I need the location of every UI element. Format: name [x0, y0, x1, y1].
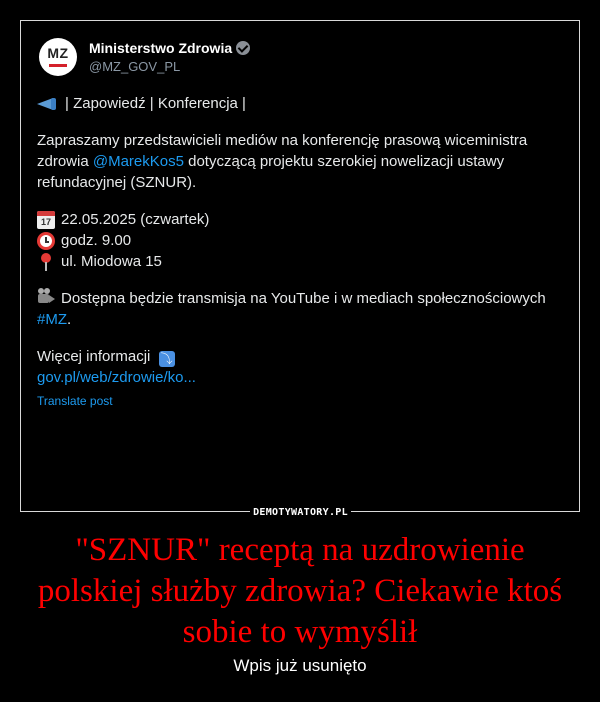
event-time: [37, 230, 565, 251]
calendar-day: 17: [40, 216, 51, 227]
tweet-intro: [37, 130, 565, 193]
megaphone-icon: [37, 98, 59, 110]
tweet-tagline: [37, 93, 565, 114]
event-place: [37, 251, 565, 272]
account-name[interactable]: Ministerstwo Zdrowia: [89, 40, 233, 56]
arrow-down-icon: ⤵: [160, 352, 173, 366]
movie-camera-icon: [37, 288, 55, 306]
account-handle[interactable]: @MZ_GOV_PL: [89, 59, 181, 74]
pin-icon: [37, 253, 55, 271]
account-name-row[interactable]: [89, 40, 250, 56]
intro-text-1: Zapraszamy przedstawicieli mediów na konferencję prasową wiceministra zdrowia: [37, 132, 528, 170]
caption-subtitle: Wpis już usunięto: [233, 656, 367, 675]
tweet: [37, 35, 565, 408]
event-date: [37, 209, 565, 230]
stream-text-2: .: [67, 311, 72, 328]
more-info: [37, 346, 565, 388]
stream-text-1: Dostępna będzie transmisja na YouTube i w mediach społecznościowych: [61, 290, 546, 307]
post-screenshot-frame: [20, 20, 580, 512]
verified-badge-icon: [236, 41, 250, 55]
intro-text-2: dotyczącą projektu szerokiej nowelizacji ustawy refundacyjnej (SZNUR).: [37, 153, 505, 191]
event-place-text: ul. Miodowa 15: [61, 253, 162, 270]
mention-link[interactable]: @MarekKos5: [92, 153, 184, 170]
tweet-header: [37, 35, 565, 79]
translate-post-link[interactable]: Translate post: [37, 394, 113, 408]
avatar[interactable]: [39, 38, 77, 76]
alarm-clock-icon: [37, 232, 55, 250]
account-info: [89, 40, 250, 74]
avatar-logo-bar: [49, 64, 67, 67]
event-details: [37, 209, 565, 272]
event-date-text: 22.05.2025 (czwartek): [61, 211, 210, 228]
hashtag-link[interactable]: #MZ: [37, 311, 67, 328]
avatar-logo-text: MZ: [47, 45, 69, 61]
caption-title: "SZNUR" receptą na uzdrowienie polskiej służby zdrowia? Ciekawie ktoś sobie to wymyślił: [37, 532, 563, 650]
stream-info: [37, 288, 565, 330]
tagline-text: | Zapowiedź | Konferencja |: [65, 95, 246, 112]
more-info-text: Więcej informacji: [37, 348, 151, 365]
calendar-icon: [37, 211, 55, 229]
external-link[interactable]: gov.pl/web/zdrowie/ko...: [37, 369, 196, 386]
event-time-text: godz. 9.00: [61, 232, 132, 249]
watermark-logo: DEMOTYWATORY.PL: [250, 505, 351, 520]
